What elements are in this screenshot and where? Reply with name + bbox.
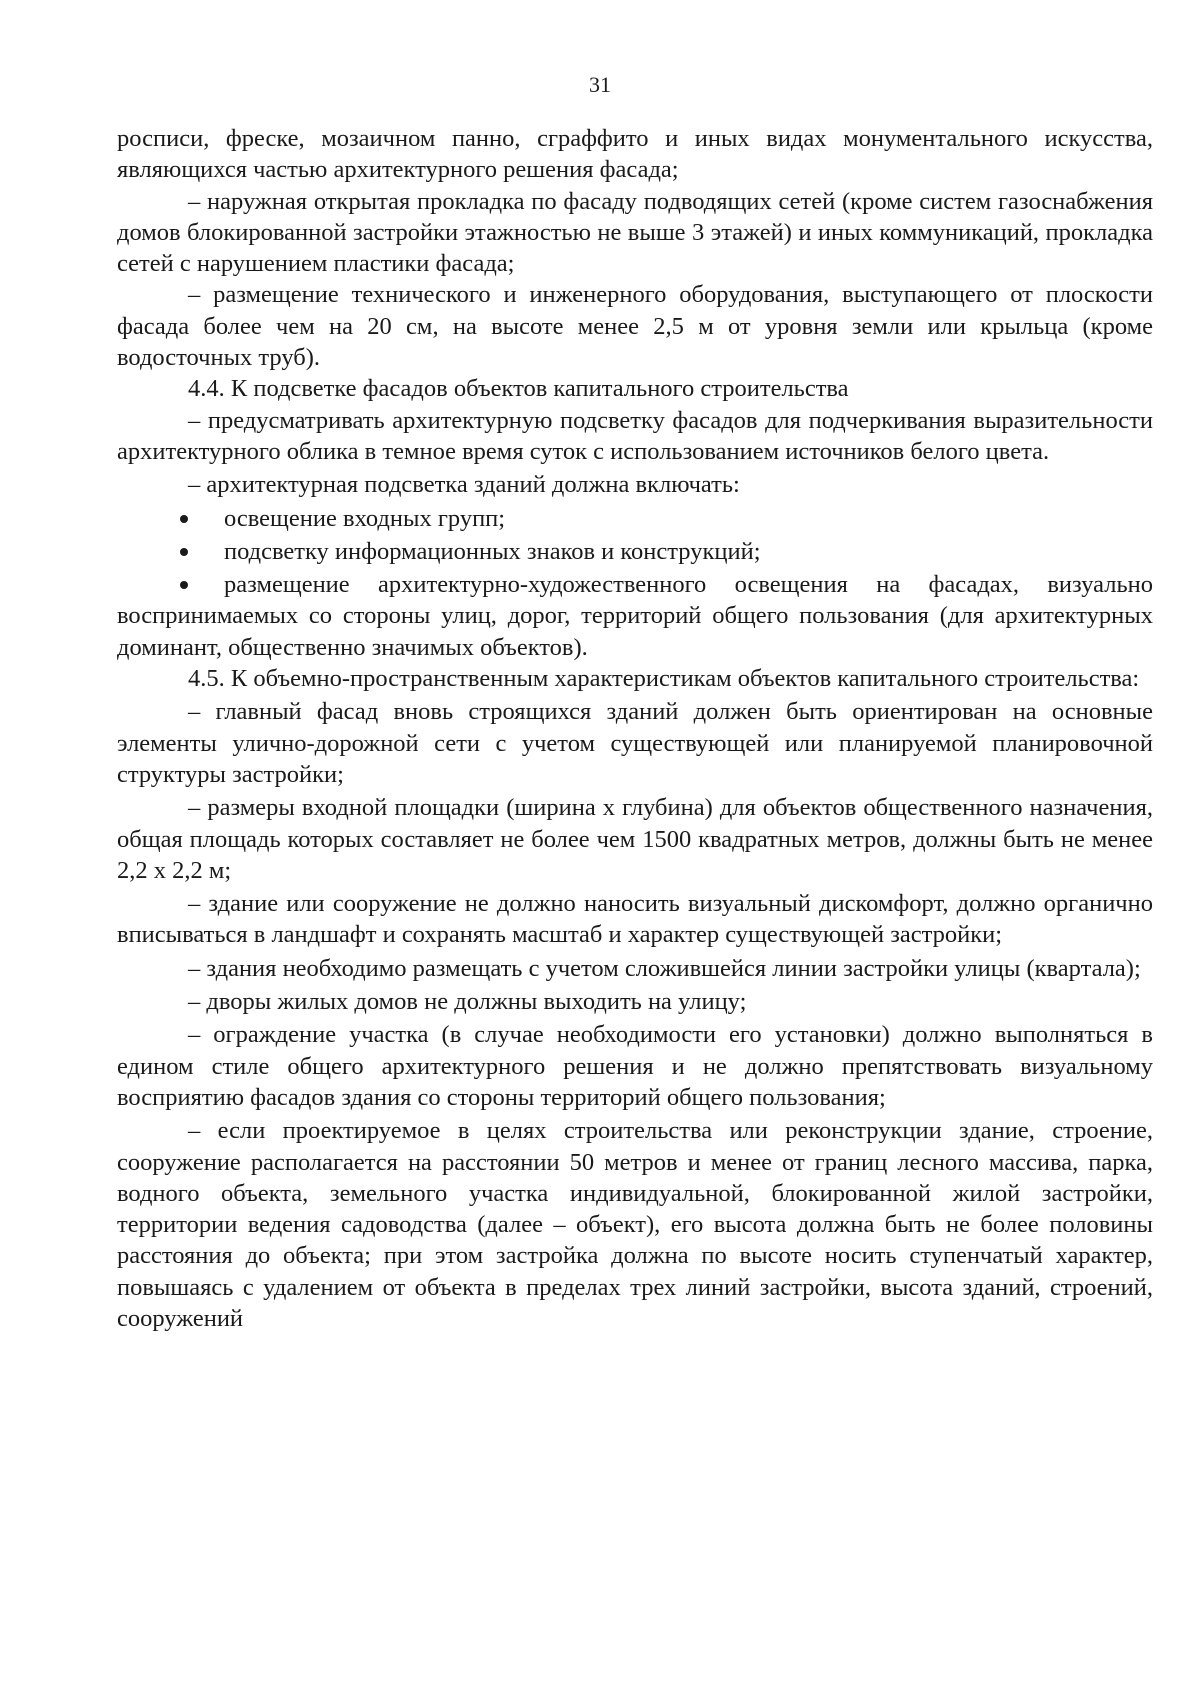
paragraph-architectural-lighting: – предусматривать архитектурную подсветку фасадов для подчеркивания выразительности архитектурного облика в темное время суток с использованием источников белого цвета. (117, 406, 1153, 465)
list-item (117, 536, 1153, 567)
bullet-icon (180, 515, 188, 523)
paragraph-building-height: – если проектируемое в целях строительства или реконструкции здание, строение, сооружение располагается на расстоянии 50 метров и менее от границ лесного массива, парка, водного объекта, земельного участка индивидуальной, блокированной жилой застройки, территории ведения садоводства (далее – объект), его высота должна быть не более половины расстояния до объекта; при этом застройка должна по высоте носить ступенчатый характер, повышаясь с удалением от объекта в пределах трех линий застройки, высота зданий, строений, сооружений (117, 1117, 1153, 1332)
list-item-text: размещение архитектурно-художественного освещения на фасадах, визуально воспринимаемых со стороны улиц, дорог, территорий общего пользования (для архитектурных доминант, общественно значимых объектов). (117, 571, 1153, 661)
list-item (117, 569, 1153, 663)
section-heading-4-5: 4.5. К объемно-пространственным характеристикам объектов капитального строительства: (188, 665, 1140, 693)
list-item-text: подсветку информационных знаков и конструкций; (224, 537, 761, 565)
paragraph-entrance-platform: – размеры входной площадки (ширина х глубина) для объектов общественного назначения, общая площадь которых составляет не более чем 1500 квадратных метров, должны быть не менее 2,2 х 2,2 м; (117, 794, 1153, 884)
section-heading-4-4: 4.4. К подсветке фасадов объектов капитального строительства (188, 375, 849, 403)
list-item (117, 503, 1153, 534)
paragraph-lighting-includes: – архитектурная подсветка зданий должна включать: (188, 471, 740, 499)
paragraph-main-facade: – главный фасад вновь строящихся зданий должен быть ориентирован на основные элементы улично-дорожной сети с учетом существующей или планируемой планировочной структуры застройки; (117, 698, 1153, 788)
page-number: 31 (589, 72, 611, 97)
paragraph-equipment-placement: – размещение технического и инженерного оборудования, выступающего от плоскости фасада более чем на 20 см, на высоте менее 2,5 м от уровня земли или крыльца (кроме водосточных труб). (117, 281, 1153, 372)
paragraph-continuation: росписи, фреске, мозаичном панно, сграффито и иных видах монументального искусства, являющихся частью архитектурного решения фасада; (117, 125, 1153, 184)
document-body (117, 123, 1153, 1334)
paragraph-fencing: – ограждение участка (в случае необходимости его установки) должно выполняться в едином стиле общего архитектурного решения и не должно препятствовать визуальному восприятию фасадов здания со стороны территорий общего пользования; (117, 1021, 1153, 1111)
paragraph-external-networks: – наружная открытая прокладка по фасаду подводящих сетей (кроме систем газоснабжения домов блокированной застройки этажностью не выше 3 этажей) и иных коммуникаций, прокладка сетей с нарушением пластики фасада; (117, 187, 1153, 278)
bullet-icon (180, 581, 188, 589)
paragraph-visual-discomfort: – здание или сооружение не должно наносить визуальный дискомфорт, должно органично вписываться в ландшафт и сохранять масштаб и характер существующей застройки; (117, 890, 1153, 949)
bullet-icon (180, 548, 188, 556)
list-item-text: освещение входных групп; (224, 504, 506, 532)
paragraph-building-line: – здания необходимо размещать с учетом сложившейся линии застройки улицы (квартала); (188, 954, 1141, 982)
paragraph-courtyards: – дворы жилых домов не должны выходить на улицу; (188, 988, 747, 1016)
